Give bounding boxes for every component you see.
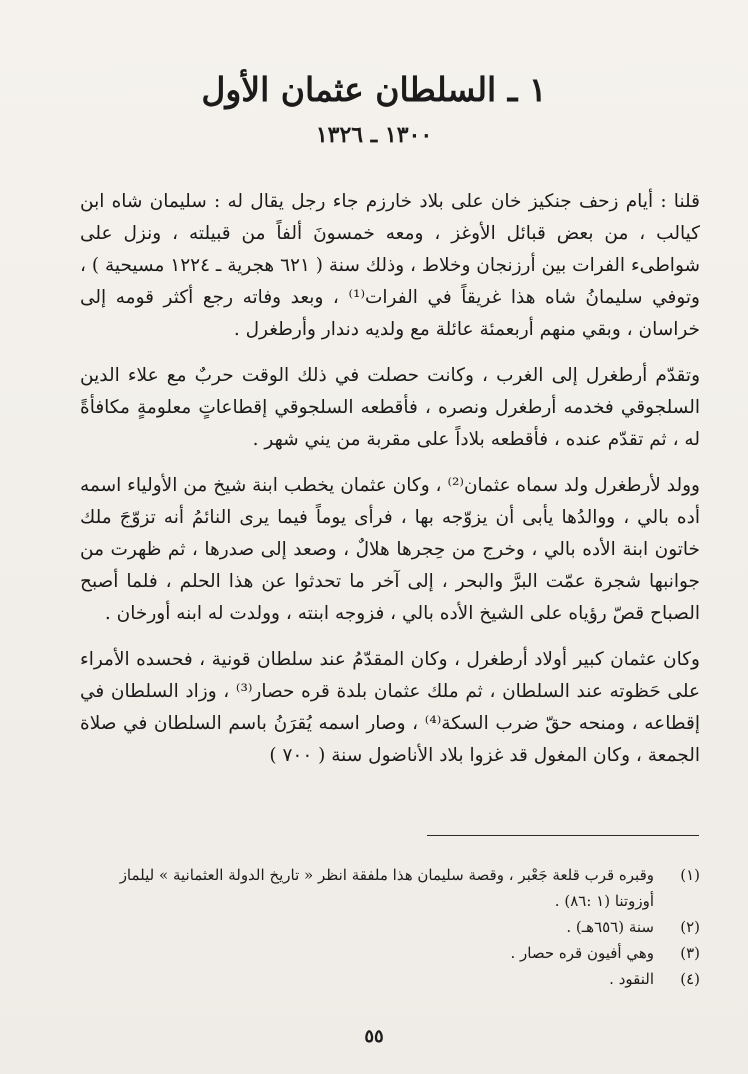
- paragraph: وكان عثمان كبير أولاد أرطغرل ، وكان المقدّمُ عند سلطان قونية ، فحسده الأمراء على حَظوته عند السلطان ، ثم ملك عثمان بلدة قره حصار⁽³⁾ ، وزاد السلطان في إقطاعه ، ومنحه حقّ ضرب السكة⁽⁴⁾ ، وصار اسمه يُقرَنُ باسم السلطان في صلاة الجمعة ، وكان المغول قد غزوا بلاد الأناضول سنة ( ٧٠٠ ): [80, 649, 700, 766]
- footnote-text: النقود .: [609, 970, 654, 988]
- footnote-text: وقبره قرب قلعة جَعْبر ، وقصة سليمان هذا ملفقة انظر « تاريخ الدولة العثمانية » ليلماز أوزوتنا (١ :٨٦) .: [119, 866, 654, 910]
- page-number: ٥٥: [364, 1026, 384, 1047]
- footnote-divider: [427, 835, 699, 836]
- footnote-number: (٢): [680, 918, 700, 936]
- footnote-number: (١): [680, 866, 700, 884]
- reign-dates: ١٣٠٠ ـ ١٣٢٦: [315, 122, 433, 148]
- chapter-title: ١ ـ السلطان عثمان الأول: [201, 70, 547, 109]
- footnote-number: (٤): [680, 970, 700, 988]
- footnotes: [80, 862, 700, 992]
- footnote-number: (٣): [680, 944, 700, 962]
- footnote: [80, 914, 700, 940]
- footnote: [80, 940, 700, 966]
- paragraph: قلنا : أيام زحف جنكيز خان على بلاد خارزم جاء رجل يقال له : سليمان شاه ابن كيالب ، من بعض قبائل الأوغز ، ومعه خمسونَ ألفاً من قبيلته ، ونزل على شواطىء الفرات بين أرزنجان وخلاط ، وذلك سنة ( ٦٢١ هجرية ـ ١٢٢٤ مسيحية ) ، وتوفي سليمانُ شاه هذا غريقاً في الفرات⁽¹⁾ ، وبعد وفاته رجع أكثر قومه إلى خراسان ، وبقي منهم أربعمئة عائلة مع ولديه دندار وأرطغرل .: [80, 191, 700, 340]
- footnote-text: وهي أفيون قره حصار .: [510, 944, 654, 962]
- footnote: [80, 862, 700, 914]
- paragraph: وولد لأرطغرل ولد سماه عثمان⁽²⁾ ، وكان عثمان يخطب ابنة شيخ من الأولياء اسمه أده بالي ، ووالدُها يأبى أن يزوّجه بها ، فرأى يوماً فيما يرى النائمُ أنه تزوّجَ ملك خاتون ابنة الأده بالي ، وخرج من حِجرها هلالٌ ، وصعد إلى صدرها ، ثم ظهرت من جوانبها شجرة عمّت البرَّ والبحر ، إلى آخر ما تحدثوا عن هذا الحلم ، فلما أصبح الصباح قصّ رؤياه على الشيخ الأده بالي ، فزوجه ابنته ، وولدت له ابنه أورخان .: [80, 475, 700, 624]
- paragraph: وتقدّم أرطغرل إلى الغرب ، وكانت حصلت في ذلك الوقت حربٌ مع علاء الدين السلجوقي فخدمه أرطغرل ونصره ، فأقطعه السلجوقي إقطاعاتٍ معلومةٍ مكافأةً له ، ثم تقدّم عنده ، فأقطعه بلاداً على مقربة من يني شهر .: [80, 365, 700, 450]
- main-text: [80, 186, 700, 786]
- footnote-text: سنة (٦٥٦هـ) .: [566, 918, 654, 936]
- footnote: [80, 966, 700, 992]
